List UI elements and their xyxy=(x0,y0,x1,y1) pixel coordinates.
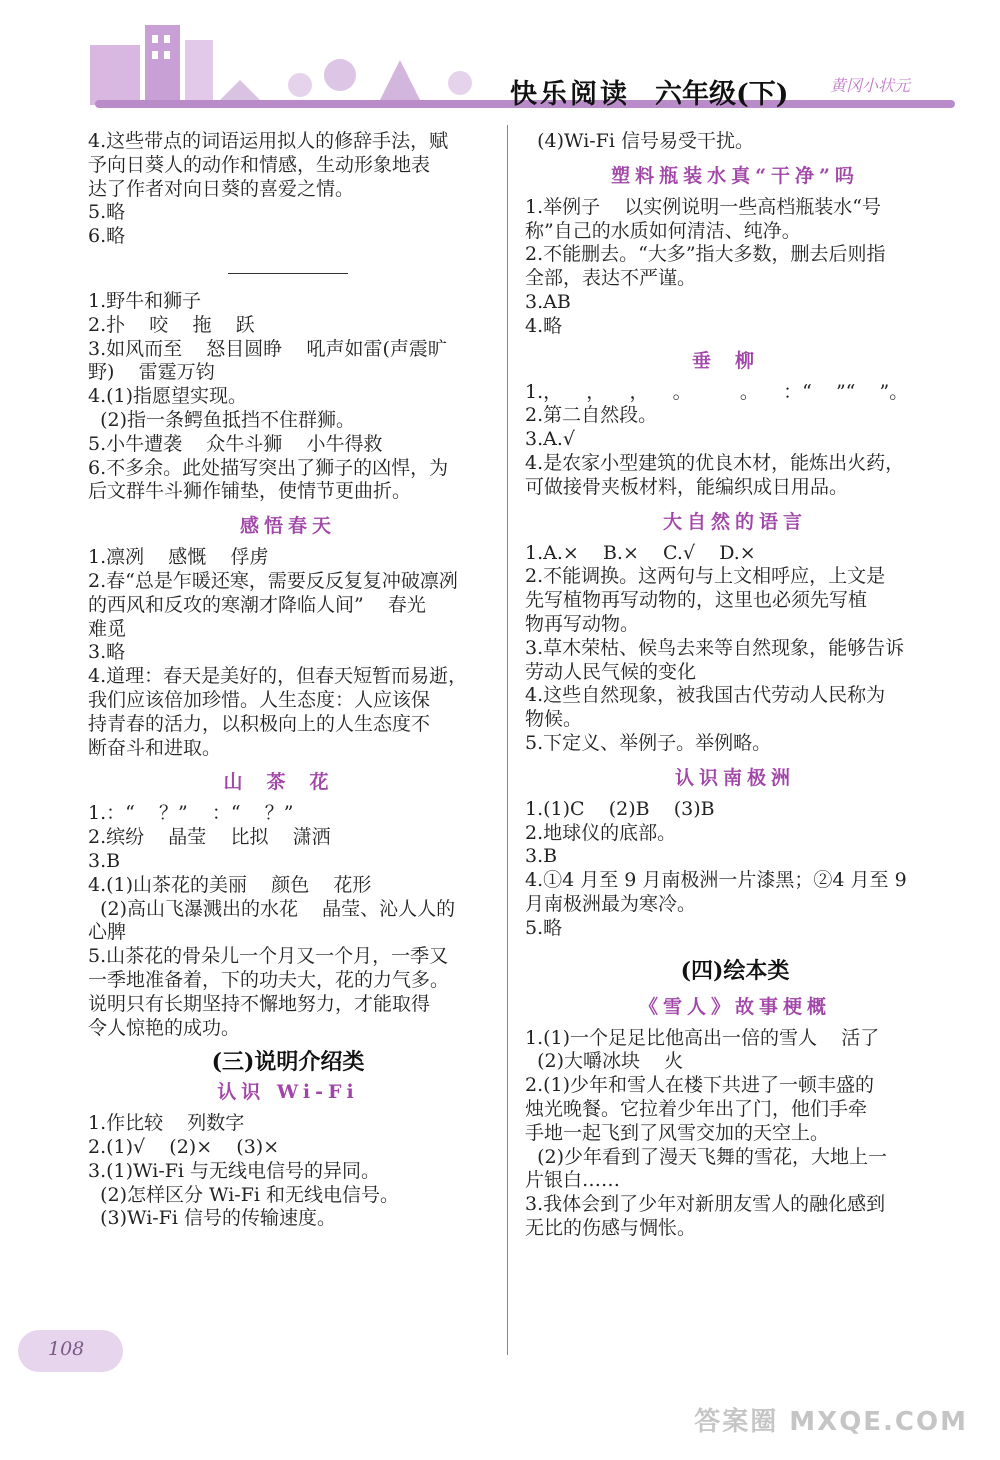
section-title-xueren: 《雪人》故事梗概 xyxy=(638,995,831,1018)
answer-line: 称”自己的水质如何清洁、纯净。 xyxy=(525,219,801,242)
answer-line: 5.山茶花的骨朵儿一个月又一个月，一季又 xyxy=(88,945,449,968)
answer-line: (2)大嚼冰块 火 xyxy=(525,1050,684,1073)
answer-line: 可做接骨夹板材料，能编织成日用品。 xyxy=(525,475,849,498)
answer-line: 1.：“ ？” ：“ ？” xyxy=(88,802,294,825)
answer-line: 5.略 xyxy=(525,916,563,939)
answer-line: 3.(1)Wi-Fi 与无线电信号的异同。 xyxy=(88,1159,381,1182)
answer-line: (2)怎样区分 Wi-Fi 和无线电信号。 xyxy=(88,1183,400,1206)
answer-line: 月南极洲最为寒冷。 xyxy=(525,892,697,915)
answer-line: 先写植物再写动物的，这里也必须先写植 xyxy=(525,589,868,612)
answer-line: 1.举例子 以实例说明一些高档瓶装水“号 xyxy=(525,195,882,218)
page-number-badge xyxy=(18,1330,123,1372)
section-title-daziran: 大自然的语言 xyxy=(662,510,807,533)
answer-line: 4.道理：春天是美好的，但春天短暂而易逝， xyxy=(88,665,468,688)
answer-line: 1.作比较 列数字 xyxy=(88,1112,245,1135)
answer-line: 2.第二自然段。 xyxy=(525,404,658,427)
answer-line: 手地一起飞到了风雪交加的天空上。 xyxy=(525,1121,830,1144)
grade-label: 六年级(下) xyxy=(655,79,789,110)
watermark: 答案圈 MXQE.COM xyxy=(694,1407,968,1437)
answer-line: 2.(1)√ (2)× (3)× xyxy=(88,1136,280,1159)
page-header xyxy=(0,0,1000,125)
section-title-wifi: 认识 Wi-Fi xyxy=(217,1081,359,1104)
answer-block-wifi xyxy=(88,1112,488,1231)
answer-line: 全部，表达不严谨。 xyxy=(525,267,697,290)
answer-line: 2.不能调换。这两句与上文相呼应，上文是 xyxy=(525,565,886,588)
answer-line: 3.如风而至 怒目圆睁 吼声如雷(声震旷 xyxy=(88,337,447,360)
answer-line: 6.略 xyxy=(88,225,126,248)
answer-line: 令人惊艳的成功。 xyxy=(88,1016,241,1039)
answer-block-buffalo-lion xyxy=(88,290,488,504)
answer-line: 5.小牛遭袭 众牛斗狮 小牛得救 xyxy=(88,432,383,455)
city-skyline-illustration xyxy=(80,5,560,115)
answer-line: 4.(1)山茶花的美丽 颜色 花形 xyxy=(88,873,372,896)
answer-block-nanjizhou xyxy=(525,798,945,941)
answer-line: 烛光晚餐。它拉着少年出了门，他们手牵 xyxy=(525,1097,868,1120)
answer-block-chuntian xyxy=(88,546,488,760)
section-title-shanchahua: 山茶花 xyxy=(223,771,353,794)
answer-block-daziran xyxy=(525,542,945,756)
column-divider xyxy=(507,125,508,1355)
answer-line: 3.略 xyxy=(88,641,126,664)
answer-line: (2)高山飞瀑溅出的水花 晶莹、沁人人的 xyxy=(88,897,456,920)
answer-line: 4.这些自然现象，被我国古代劳动人民称为 xyxy=(525,684,886,707)
answer-line: 4.是农家小型建筑的优良木材，能炼出火药， xyxy=(525,451,905,474)
answer-block-sunflower xyxy=(88,130,488,249)
section-rule xyxy=(228,273,348,274)
answer-line: 物候。 xyxy=(525,708,583,731)
answer-line: 3.AB xyxy=(525,290,571,313)
page-number: 108 xyxy=(48,1338,85,1360)
answer-line: 难觅 xyxy=(88,617,127,640)
answer-line: 3.草木荣枯、候鸟去来等自然现象，能够告诉 xyxy=(525,636,905,659)
answer-line: 2.地球仪的底部。 xyxy=(525,821,677,844)
right-column xyxy=(525,130,945,1241)
answer-line: 4.这些带点的词语运用拟人的修辞手法，赋 xyxy=(88,130,449,152)
answer-line: (4)Wi-Fi 信号易受干扰。 xyxy=(525,130,754,152)
section-title-ganwu-chuntian: 感悟春天 xyxy=(239,515,336,538)
answer-line: 2.春“总是乍暖还寒，需要反反复复冲破凛冽 xyxy=(88,569,458,592)
section-title-chuiliu: 垂柳 xyxy=(691,349,778,372)
answer-line: 予向日葵人的动作和情感，生动形象地表 xyxy=(88,153,431,176)
answer-block-chuiliu xyxy=(525,381,945,500)
answer-line: 5.下定义、举例子。举例略。 xyxy=(525,731,772,754)
answer-block-shanchahua xyxy=(88,802,488,1040)
answer-line: 1.野牛和狮子 xyxy=(88,289,202,312)
answer-block-suliao xyxy=(525,196,945,339)
answer-line: 3.A.√ xyxy=(525,428,575,451)
answer-line: 劳动人民气候的变化 xyxy=(525,660,697,683)
answer-line: 4.(1)指愿望实现。 xyxy=(88,385,248,408)
answer-line: 5.略 xyxy=(88,201,126,224)
left-column xyxy=(88,130,488,1231)
section-title-suliao: 塑料瓶装水真“干净”吗 xyxy=(611,164,859,187)
answer-line: 一季地准备着，下的功夫大，花的力气多。 xyxy=(88,968,450,991)
answer-line: 2.不能删去。“大多”指大多数，删去后则指 xyxy=(525,243,886,266)
answer-line: 持青春的活力，以积极向上的人生态度不 xyxy=(88,712,431,735)
answer-block-wifi-cont xyxy=(525,130,945,154)
answer-line: (2)指一条鳄鱼抵挡不住群狮。 xyxy=(88,408,355,431)
answer-line: 的西风和反攻的寒潮才降临人间” 春光 xyxy=(88,593,426,616)
brand-logo: 黄冈小状元 xyxy=(830,76,911,95)
answer-line: 无比的伤感与惆怅。 xyxy=(525,1216,697,1239)
answer-line: 2.缤纷 晶莹 比拟 潇洒 xyxy=(88,826,331,849)
answer-line: (3)Wi-Fi 信号的传输速度。 xyxy=(88,1207,336,1230)
answer-line: 物再写动物。 xyxy=(525,612,640,635)
answer-line: 4.①4 月至 9 月南极洲一片漆黑；②4 月至 9 xyxy=(525,869,907,892)
book-title: 快乐阅读 xyxy=(510,79,630,110)
answer-line: 1.A.× B.× C.√ D.× xyxy=(525,541,756,564)
answer-line: 3.B xyxy=(88,849,121,872)
answer-line: 心脾 xyxy=(88,921,127,944)
answer-line: 1.， ， ， 。 。 ：“ ”“ ”。 xyxy=(525,380,909,403)
answer-line: 野) 雷霆万钧 xyxy=(88,361,215,384)
answer-line: 2.(1)少年和雪人在楼下共进了一顿丰盛的 xyxy=(525,1074,875,1097)
category-heading-3: (三)说明介绍类 xyxy=(211,1049,365,1076)
answer-block-xueren xyxy=(525,1027,945,1241)
answer-line: 达了作者对向日葵的喜爱之情。 xyxy=(88,177,355,200)
answer-line: 3.B xyxy=(525,845,558,868)
category-heading-4: (四)绘本类 xyxy=(680,957,790,984)
answer-line: 6.不多余。此处描写突出了狮子的凶悍，为 xyxy=(88,456,449,479)
answer-line: 1.凛冽 感慨 俘虏 xyxy=(88,546,269,569)
answer-line: 后文群牛斗狮作铺垫，使情节更曲折。 xyxy=(88,480,412,503)
answer-line: 1.(1)一个足足比他高出一倍的雪人 活了 xyxy=(525,1026,880,1049)
answer-line: (2)少年看到了漫天飞舞的雪花，大地上一 xyxy=(525,1145,887,1168)
answer-line: 片银白…… xyxy=(525,1169,621,1192)
answer-line: 1.(1)C (2)B (3)B xyxy=(525,797,715,820)
answer-line: 2.扑 咬 拖 跃 xyxy=(88,313,255,336)
answer-line: 断奋斗和进取。 xyxy=(88,736,222,759)
section-title-nanjizhou: 认识南极洲 xyxy=(674,766,795,789)
answer-line: 4.略 xyxy=(525,314,563,337)
answer-line: 3.我体会到了少年对新朋友雪人的融化感到 xyxy=(525,1193,886,1216)
answer-line: 我们应该倍加珍惜。人生态度：人应该保 xyxy=(88,688,431,711)
answer-line: 说明只有长期坚持不懈地努力，才能取得 xyxy=(88,992,431,1015)
